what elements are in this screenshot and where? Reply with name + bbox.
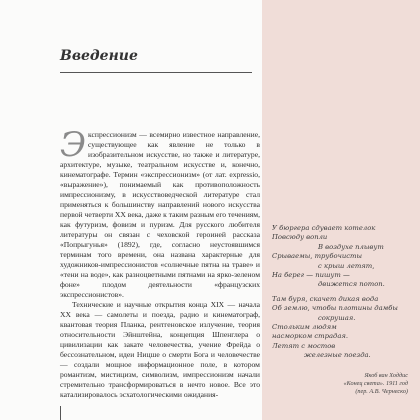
poem-block	[272, 224, 404, 360]
page-title: Введение	[60, 48, 138, 64]
poem-line: Срываемы, трубочисты	[272, 252, 362, 261]
main-text	[60, 125, 260, 400]
title-divider	[60, 72, 252, 73]
poem-line: У бюргера сдувает котелок	[272, 224, 376, 232]
poem-line: насморком страдая.	[272, 332, 349, 341]
poem-line: Повсюду вопли	[272, 233, 328, 242]
paragraph-1-text: кспрессионизм — всемирно известное направление, существующее как явление не только в изобразительном искусстве, но также и литературе, архитектуре, музыке, театральном искусстве и, конечно, кинематографе. Термин «экспрессионизм» (от лат. expressio, «выражение»), понимаемый как противоположность импрессионизму, в искусствоведческой литературе стал применяться к большинству направлений нового искусства первой четверти XX века, даже к таким разным его течениям, как футуризм, фовизм и пуризм. Для русского любителя литературы он связан с чеховской героиней рассказа «Попрыгунья» (1892), где, согласно неустоявшимся терминам того времени, она названа характерные для художников-импрессионистов «солнечные пятна на траве» и «тени на воде», как разноцветными пятнами на ярко-зеленом фоне» плодом деятельности «французских экспрессионистов».	[60, 130, 260, 299]
paragraph-2: Технические и научные открытия конца XIX — начала XX века — самолеты и поезда, радио и кинематограф, квантовая теория Планка, рентгеновское излучение, теория относительности Эйнштейна, концепция Шпенглера о цивилизации как закате человечества, учение Фрейда о бессознательном, идеи Ницше о смерти Бога и человечестве — создали мощное информационное поле, в котором романтизм, мистицизм, символизм, импрессионизм начали стремительно трансформироваться в нечто новое. Все это катализировалось эсхатологическими ожидания-	[60, 300, 260, 399]
poem-line: Об землю, чтобы плотины дамбы	[272, 304, 398, 313]
attribution-translator: (пер. А.В. Чернеско)	[355, 388, 408, 395]
poem-line: В воздухе плывут	[318, 242, 384, 251]
poem-line: Там буря, скачет дикая вода	[272, 294, 379, 303]
attribution-author: Якоб ван Ходдис	[364, 372, 408, 379]
poem-line: сокрушая.	[318, 313, 356, 322]
margin-rule	[60, 406, 61, 420]
poem-line: Стольким людям	[272, 322, 337, 331]
poem-line: На берег — пишут —	[272, 270, 350, 279]
poem-line: Летят с мостов	[272, 341, 336, 350]
drop-cap: Э	[60, 125, 87, 165]
poem-line: движется потоп.	[318, 280, 385, 289]
poem-attribution	[300, 372, 408, 396]
attribution-title: «Конец света». 1911 год	[343, 380, 408, 387]
paragraph-1	[60, 125, 260, 300]
poem-line: с крыш летят,	[318, 261, 375, 270]
poem-line: железные поезда.	[304, 351, 371, 360]
